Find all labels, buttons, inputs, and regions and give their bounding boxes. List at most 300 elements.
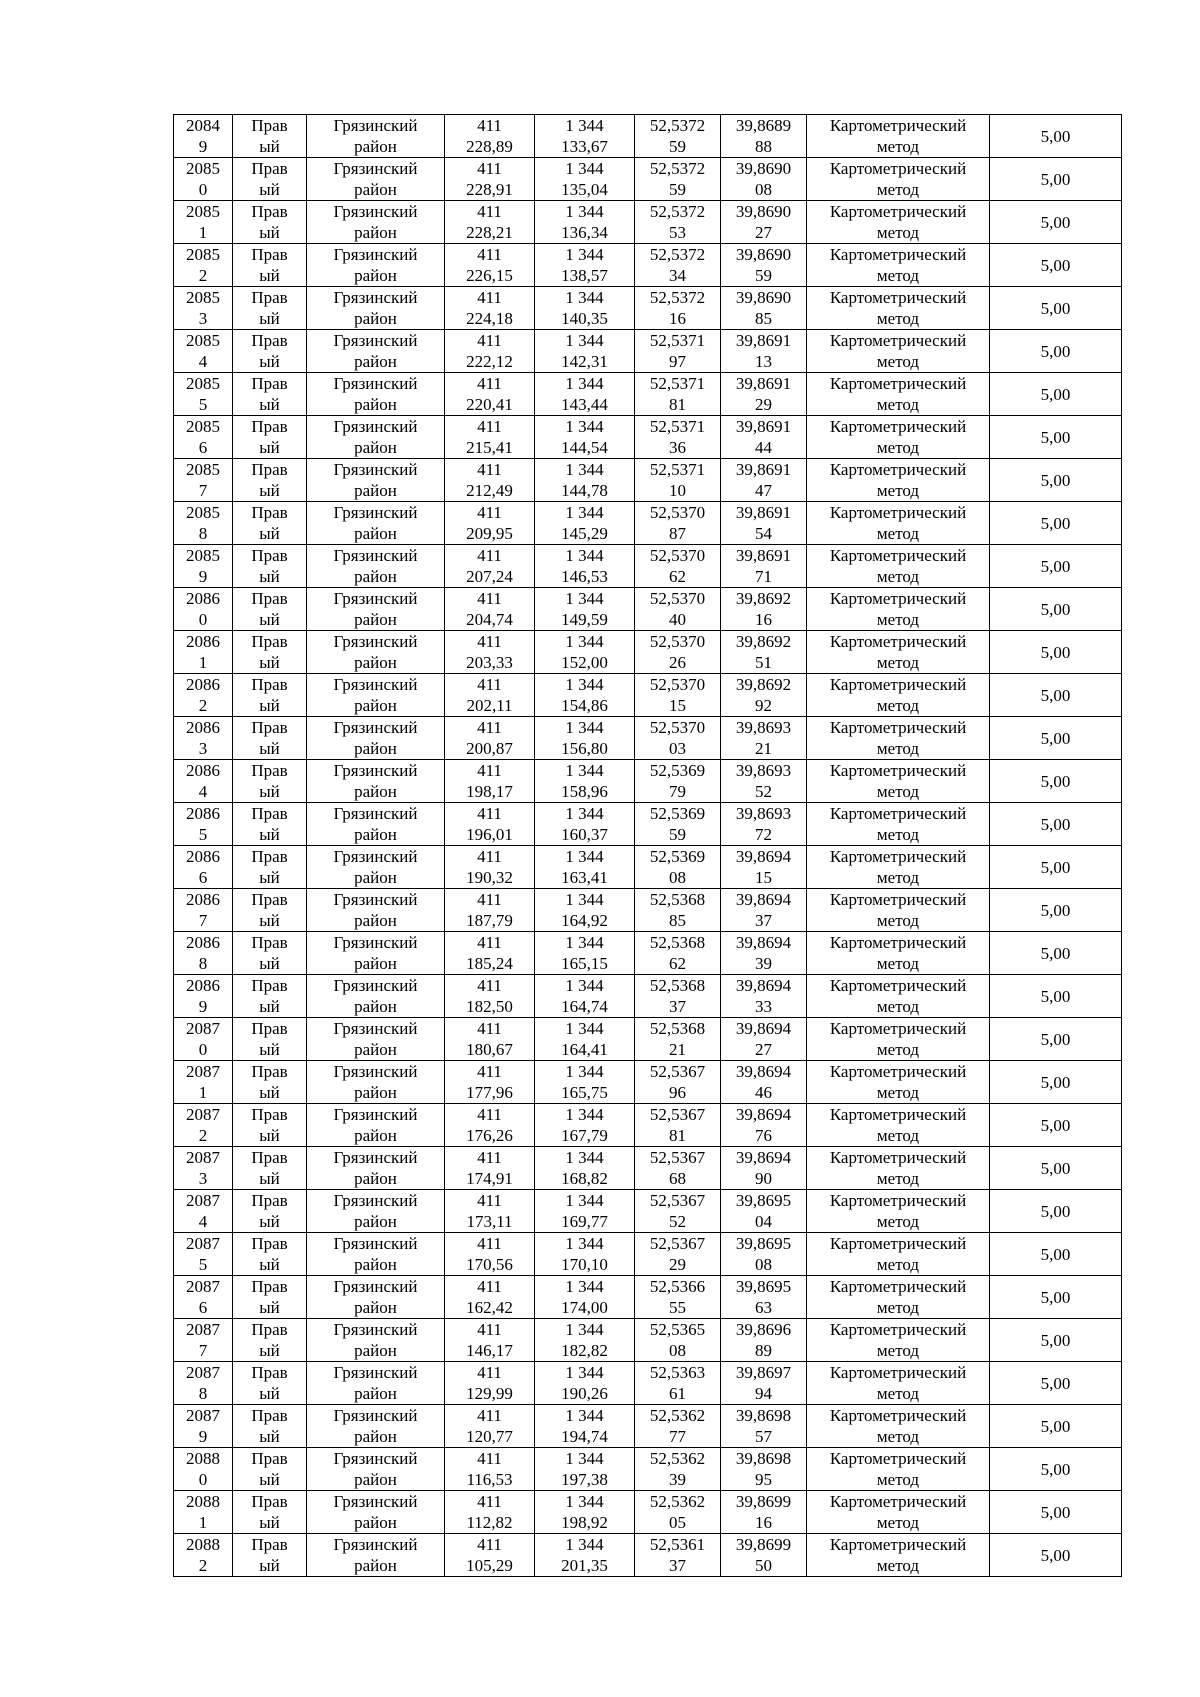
bank-side-line: ый xyxy=(259,1470,280,1489)
bank-side-line: Прав xyxy=(251,1406,288,1425)
coord-x-line: 411 xyxy=(477,460,502,479)
point-number-line: 2087 xyxy=(186,1234,220,1253)
longitude-cell xyxy=(721,717,807,760)
coord-y-line: 1 344 xyxy=(565,1277,604,1296)
table-row xyxy=(174,760,1122,803)
coord-y-cell xyxy=(535,244,635,287)
bank-side-line: Прав xyxy=(251,1449,288,1468)
latitude-line: 40 xyxy=(669,610,686,629)
district-line: Грязинский xyxy=(333,1449,418,1468)
latitude-cell xyxy=(635,588,721,631)
latitude-cell xyxy=(635,1276,721,1319)
longitude-line: 29 xyxy=(755,395,772,414)
method-line: Картометрический xyxy=(829,632,967,651)
latitude-cell xyxy=(635,1018,721,1061)
latitude-cell xyxy=(635,674,721,717)
coord-x-line: 226,15 xyxy=(466,266,513,285)
latitude-line: 16 xyxy=(669,309,686,328)
bank-side-line: Прав xyxy=(251,1105,288,1124)
method-line: метод xyxy=(876,1513,920,1532)
longitude-cell xyxy=(721,287,807,330)
longitude-cell xyxy=(721,1018,807,1061)
coord-x-cell xyxy=(445,1276,535,1319)
coord-y-line: 167,79 xyxy=(561,1126,608,1145)
bank-side-cell xyxy=(233,760,307,803)
bank-side-line: Прав xyxy=(251,460,288,479)
table-row xyxy=(174,1362,1122,1405)
district-line: Грязинский xyxy=(333,1277,418,1296)
table-row xyxy=(174,1405,1122,1448)
coord-x-cell xyxy=(445,1018,535,1061)
accuracy-cell: 5,00 xyxy=(990,459,1122,502)
bank-side-line: ый xyxy=(259,1040,280,1059)
method-line: Картометрический xyxy=(829,1019,967,1038)
bank-side-cell xyxy=(233,1276,307,1319)
district-line: Грязинский xyxy=(333,503,418,522)
longitude-line: 39,8694 xyxy=(735,1062,792,1081)
accuracy-cell: 5,00 xyxy=(990,545,1122,588)
method-cell xyxy=(807,1448,990,1491)
point-number-cell xyxy=(174,1405,233,1448)
bank-side-line: ый xyxy=(259,524,280,543)
coord-x-cell xyxy=(445,889,535,932)
coord-x-cell xyxy=(445,373,535,416)
latitude-line: 52,5371 xyxy=(649,331,706,350)
accuracy-cell: 5,00 xyxy=(990,1190,1122,1233)
coord-y-line: 138,57 xyxy=(561,266,608,285)
latitude-line: 03 xyxy=(669,739,686,758)
accuracy-cell: 5,00 xyxy=(990,1491,1122,1534)
coord-y-line: 1 344 xyxy=(565,675,604,694)
longitude-cell xyxy=(721,846,807,889)
coord-x-cell xyxy=(445,459,535,502)
latitude-cell xyxy=(635,287,721,330)
longitude-line: 39,8690 xyxy=(735,288,792,307)
longitude-line: 39,8690 xyxy=(735,159,792,178)
latitude-line: 96 xyxy=(669,1083,686,1102)
latitude-line: 52,5367 xyxy=(649,1191,706,1210)
point-number-cell xyxy=(174,1104,233,1147)
method-line: метод xyxy=(876,997,920,1016)
method-line: Картометрический xyxy=(829,675,967,694)
coord-x-line: 174,91 xyxy=(466,1169,513,1188)
coord-x-line: 411 xyxy=(477,245,502,264)
district-line: район xyxy=(354,911,397,930)
method-line: Картометрический xyxy=(829,1449,967,1468)
longitude-cell xyxy=(721,1362,807,1405)
longitude-cell xyxy=(721,1319,807,1362)
coord-y-line: 1 344 xyxy=(565,1234,604,1253)
coord-x-line: 200,87 xyxy=(466,739,513,758)
longitude-line: 39,8696 xyxy=(735,1320,792,1339)
coordinates-table xyxy=(173,114,1122,1577)
point-number-line: 2088 xyxy=(186,1449,220,1468)
coord-y-line: 1 344 xyxy=(565,1492,604,1511)
coord-x-cell xyxy=(445,631,535,674)
table-row xyxy=(174,803,1122,846)
coord-x-line: 411 xyxy=(477,1019,502,1038)
method-cell xyxy=(807,416,990,459)
coord-x-line: 204,74 xyxy=(466,610,513,629)
table-row xyxy=(174,1448,1122,1491)
bank-side-cell xyxy=(233,545,307,588)
method-line: метод xyxy=(876,1126,920,1145)
table-row xyxy=(174,115,1122,158)
accuracy-cell: 5,00 xyxy=(990,330,1122,373)
point-number-line: 2086 xyxy=(186,976,220,995)
coord-x-line: 411 xyxy=(477,331,502,350)
method-line: Картометрический xyxy=(829,546,967,565)
coord-y-cell xyxy=(535,1104,635,1147)
point-number-line: 2 xyxy=(198,1556,208,1575)
district-line: район xyxy=(354,1298,397,1317)
coord-y-line: 164,74 xyxy=(561,997,608,1016)
point-number-line: 2084 xyxy=(186,116,220,135)
latitude-line: 59 xyxy=(669,137,686,156)
district-cell xyxy=(307,1405,445,1448)
district-line: Грязинский xyxy=(333,374,418,393)
latitude-cell xyxy=(635,932,721,975)
coord-y-cell xyxy=(535,674,635,717)
latitude-line: 52,5362 xyxy=(649,1406,706,1425)
coord-y-line: 169,77 xyxy=(561,1212,608,1231)
district-line: Грязинский xyxy=(333,933,418,952)
district-line: Грязинский xyxy=(333,159,418,178)
latitude-line: 21 xyxy=(669,1040,686,1059)
coord-y-cell xyxy=(535,1448,635,1491)
coord-x-line: 228,21 xyxy=(466,223,513,242)
method-line: Картометрический xyxy=(829,1062,967,1081)
accuracy-cell: 5,00 xyxy=(990,201,1122,244)
accuracy-cell: 5,00 xyxy=(990,803,1122,846)
district-line: Грязинский xyxy=(333,116,418,135)
latitude-cell xyxy=(635,975,721,1018)
point-number-line: 6 xyxy=(198,868,208,887)
coord-x-line: 202,11 xyxy=(466,696,513,715)
longitude-cell xyxy=(721,1405,807,1448)
coord-y-cell xyxy=(535,1405,635,1448)
bank-side-line: ый xyxy=(259,1126,280,1145)
point-number-cell xyxy=(174,1190,233,1233)
district-line: район xyxy=(354,180,397,199)
latitude-line: 52,5370 xyxy=(649,675,706,694)
coord-y-line: 164,41 xyxy=(561,1040,608,1059)
bank-side-cell xyxy=(233,717,307,760)
method-cell xyxy=(807,287,990,330)
method-line: Картометрический xyxy=(829,417,967,436)
coord-y-cell xyxy=(535,459,635,502)
longitude-cell xyxy=(721,115,807,158)
coord-x-line: 411 xyxy=(477,202,502,221)
point-number-line: 2085 xyxy=(186,374,220,393)
point-number-cell xyxy=(174,588,233,631)
bank-side-cell xyxy=(233,1104,307,1147)
coord-y-line: 165,15 xyxy=(561,954,608,973)
bank-side-line: Прав xyxy=(251,417,288,436)
method-line: метод xyxy=(876,180,920,199)
accuracy-cell: 5,00 xyxy=(990,1104,1122,1147)
district-cell xyxy=(307,889,445,932)
latitude-line: 52,5367 xyxy=(649,1234,706,1253)
district-line: район xyxy=(354,567,397,586)
longitude-line: 21 xyxy=(755,739,772,758)
bank-side-cell xyxy=(233,502,307,545)
coord-x-line: 411 xyxy=(477,1234,502,1253)
point-number-cell xyxy=(174,1319,233,1362)
point-number-line: 2085 xyxy=(186,202,220,221)
district-cell xyxy=(307,717,445,760)
bank-side-cell xyxy=(233,1362,307,1405)
point-number-line: 2 xyxy=(198,1126,208,1145)
table-row xyxy=(174,932,1122,975)
method-line: метод xyxy=(876,911,920,930)
coord-y-line: 1 344 xyxy=(565,976,604,995)
coord-x-line: 212,49 xyxy=(466,481,513,500)
method-cell xyxy=(807,330,990,373)
longitude-line: 39,8692 xyxy=(735,589,792,608)
coord-y-cell xyxy=(535,1233,635,1276)
coord-y-line: 1 344 xyxy=(565,589,604,608)
method-line: Картометрический xyxy=(829,202,967,221)
district-line: Грязинский xyxy=(333,890,418,909)
coord-x-line: 411 xyxy=(477,1535,502,1554)
coord-y-line: 1 344 xyxy=(565,331,604,350)
method-cell xyxy=(807,1491,990,1534)
bank-side-line: ый xyxy=(259,223,280,242)
longitude-cell xyxy=(721,244,807,287)
coord-y-line: 1 344 xyxy=(565,890,604,909)
longitude-line: 39,8694 xyxy=(735,1148,792,1167)
latitude-line: 52 xyxy=(669,1212,686,1231)
coord-x-line: 198,17 xyxy=(466,782,513,801)
point-number-line: 2086 xyxy=(186,933,220,952)
coord-x-line: 209,95 xyxy=(466,524,513,543)
coord-y-cell xyxy=(535,201,635,244)
coord-x-line: 411 xyxy=(477,1363,502,1382)
coord-x-cell xyxy=(445,244,535,287)
coord-x-cell xyxy=(445,330,535,373)
bank-side-line: ый xyxy=(259,438,280,457)
bank-side-cell xyxy=(233,1061,307,1104)
method-cell xyxy=(807,158,990,201)
point-number-line: 8 xyxy=(198,1384,208,1403)
table-row xyxy=(174,1534,1122,1577)
coord-x-line: 196,01 xyxy=(466,825,513,844)
accuracy-cell: 5,00 xyxy=(990,244,1122,287)
table-row xyxy=(174,287,1122,330)
coord-x-line: 411 xyxy=(477,374,502,393)
longitude-line: 63 xyxy=(755,1298,772,1317)
district-line: район xyxy=(354,1212,397,1231)
district-cell xyxy=(307,330,445,373)
accuracy-cell: 5,00 xyxy=(990,287,1122,330)
coord-x-line: 173,11 xyxy=(466,1212,513,1231)
coord-y-cell xyxy=(535,416,635,459)
coord-x-line: 411 xyxy=(477,1148,502,1167)
coord-x-cell xyxy=(445,1190,535,1233)
bank-side-cell xyxy=(233,115,307,158)
latitude-line: 53 xyxy=(669,223,686,242)
district-line: район xyxy=(354,825,397,844)
district-cell xyxy=(307,1362,445,1405)
district-cell xyxy=(307,1104,445,1147)
point-number-line: 6 xyxy=(198,438,208,457)
coord-y-line: 1 344 xyxy=(565,933,604,952)
method-line: Картометрический xyxy=(829,976,967,995)
longitude-line: 39,8691 xyxy=(735,503,792,522)
latitude-line: 52,5369 xyxy=(649,847,706,866)
coord-x-line: 177,96 xyxy=(466,1083,513,1102)
latitude-line: 08 xyxy=(669,1341,686,1360)
district-line: Грязинский xyxy=(333,1363,418,1382)
latitude-cell xyxy=(635,158,721,201)
coord-y-cell xyxy=(535,287,635,330)
district-line: Грязинский xyxy=(333,675,418,694)
point-number-cell xyxy=(174,244,233,287)
coord-x-cell xyxy=(445,717,535,760)
table-row xyxy=(174,545,1122,588)
bank-side-line: ый xyxy=(259,782,280,801)
point-number-cell xyxy=(174,631,233,674)
longitude-line: 54 xyxy=(755,524,772,543)
longitude-line: 39,8694 xyxy=(735,847,792,866)
longitude-line: 52 xyxy=(755,782,772,801)
district-line: Грязинский xyxy=(333,331,418,350)
method-line: метод xyxy=(876,1255,920,1274)
coord-x-cell xyxy=(445,416,535,459)
method-line: Картометрический xyxy=(829,503,967,522)
longitude-line: 08 xyxy=(755,180,772,199)
longitude-line: 39,8691 xyxy=(735,331,792,350)
longitude-line: 94 xyxy=(755,1384,772,1403)
method-cell xyxy=(807,932,990,975)
longitude-line: 39,8691 xyxy=(735,417,792,436)
point-number-line: 6 xyxy=(198,1298,208,1317)
coord-x-line: 207,24 xyxy=(466,567,513,586)
bank-side-line: ый xyxy=(259,1513,280,1532)
table-row xyxy=(174,330,1122,373)
district-line: район xyxy=(354,1556,397,1575)
district-line: район xyxy=(354,997,397,1016)
method-line: метод xyxy=(876,1556,920,1575)
coord-x-cell xyxy=(445,760,535,803)
accuracy-cell: 5,00 xyxy=(990,588,1122,631)
method-line: Картометрический xyxy=(829,374,967,393)
coord-y-cell xyxy=(535,1362,635,1405)
coord-x-line: 215,41 xyxy=(466,438,513,457)
district-cell xyxy=(307,1491,445,1534)
bank-side-line: ый xyxy=(259,352,280,371)
method-cell xyxy=(807,846,990,889)
longitude-cell xyxy=(721,1061,807,1104)
district-cell xyxy=(307,846,445,889)
coord-y-line: 1 344 xyxy=(565,1449,604,1468)
district-line: район xyxy=(354,1470,397,1489)
longitude-cell xyxy=(721,588,807,631)
point-number-line: 2088 xyxy=(186,1492,220,1511)
bank-side-line: ый xyxy=(259,1556,280,1575)
latitude-line: 52,5365 xyxy=(649,1320,706,1339)
point-number-cell xyxy=(174,1233,233,1276)
district-line: район xyxy=(354,1341,397,1360)
table-body xyxy=(174,115,1122,1577)
coord-x-cell xyxy=(445,201,535,244)
latitude-cell xyxy=(635,1104,721,1147)
longitude-line: 90 xyxy=(755,1169,772,1188)
coord-y-line: 144,78 xyxy=(561,481,608,500)
latitude-cell xyxy=(635,1190,721,1233)
latitude-line: 52,5372 xyxy=(649,202,706,221)
coord-x-line: 411 xyxy=(477,976,502,995)
longitude-line: 57 xyxy=(755,1427,772,1446)
coord-y-cell xyxy=(535,1061,635,1104)
latitude-cell xyxy=(635,1405,721,1448)
point-number-cell xyxy=(174,459,233,502)
method-line: Картометрический xyxy=(829,1320,967,1339)
district-line: район xyxy=(354,782,397,801)
longitude-line: 39,8695 xyxy=(735,1277,792,1296)
bank-side-line: ый xyxy=(259,954,280,973)
coord-x-line: 411 xyxy=(477,1277,502,1296)
longitude-line: 04 xyxy=(755,1212,772,1231)
bank-side-line: ый xyxy=(259,696,280,715)
point-number-line: 0 xyxy=(198,1040,208,1059)
point-number-line: 5 xyxy=(198,395,208,414)
longitude-line: 88 xyxy=(755,137,772,156)
method-cell xyxy=(807,889,990,932)
accuracy-cell: 5,00 xyxy=(990,846,1122,889)
point-number-cell xyxy=(174,1276,233,1319)
method-cell xyxy=(807,975,990,1018)
coord-x-line: 411 xyxy=(477,632,502,651)
point-number-cell xyxy=(174,502,233,545)
coord-x-line: 411 xyxy=(477,503,502,522)
latitude-line: 52,5363 xyxy=(649,1363,706,1382)
coord-x-line: 411 xyxy=(477,1105,502,1124)
district-line: район xyxy=(354,1126,397,1145)
bank-side-line: ый xyxy=(259,1384,280,1403)
district-cell xyxy=(307,545,445,588)
bank-side-line: Прав xyxy=(251,374,288,393)
method-cell xyxy=(807,502,990,545)
point-number-line: 2086 xyxy=(186,847,220,866)
accuracy-cell: 5,00 xyxy=(990,1018,1122,1061)
longitude-line: 39,8694 xyxy=(735,976,792,995)
method-cell xyxy=(807,588,990,631)
coord-y-cell xyxy=(535,1534,635,1577)
district-line: район xyxy=(354,438,397,457)
coord-y-line: 149,59 xyxy=(561,610,608,629)
method-cell xyxy=(807,717,990,760)
bank-side-cell xyxy=(233,1190,307,1233)
point-number-line: 2088 xyxy=(186,1535,220,1554)
coord-x-cell xyxy=(445,1362,535,1405)
coord-y-line: 1 344 xyxy=(565,632,604,651)
method-line: метод xyxy=(876,825,920,844)
method-line: метод xyxy=(876,395,920,414)
district-cell xyxy=(307,631,445,674)
point-number-line: 2085 xyxy=(186,546,220,565)
bank-side-cell xyxy=(233,459,307,502)
method-line: метод xyxy=(876,653,920,672)
latitude-line: 52,5362 xyxy=(649,1492,706,1511)
method-cell xyxy=(807,1362,990,1405)
district-line: Грязинский xyxy=(333,1492,418,1511)
coord-x-line: 190,32 xyxy=(466,868,513,887)
latitude-cell xyxy=(635,1362,721,1405)
method-line: Картометрический xyxy=(829,331,967,350)
bank-side-line: Прав xyxy=(251,632,288,651)
